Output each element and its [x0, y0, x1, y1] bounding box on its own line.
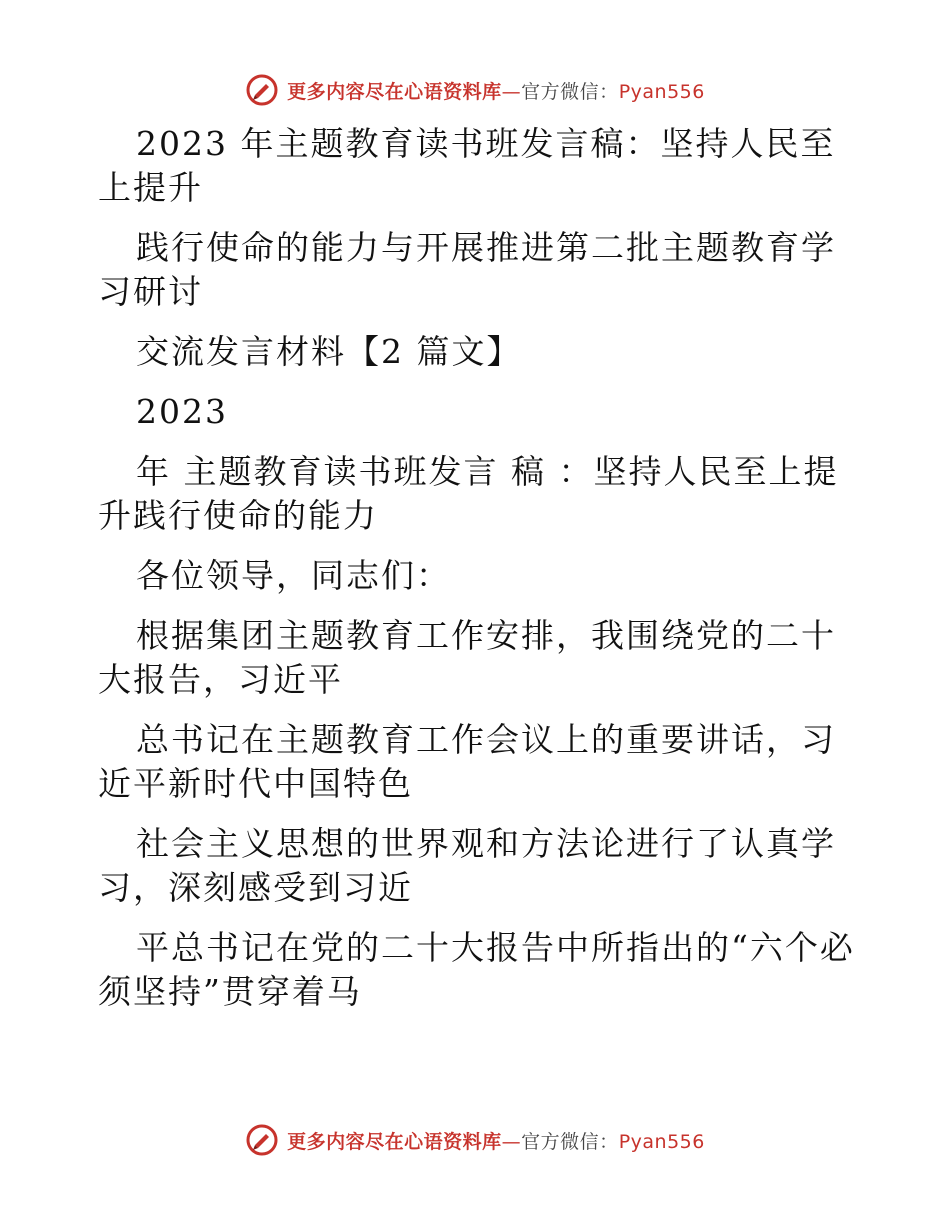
- watermark-official: 官方微信：: [521, 1130, 619, 1153]
- watermark-dash: —: [501, 80, 522, 103]
- paragraph: 践行使命的能力与开展推进第二批主题教育学习研讨: [98, 228, 836, 311]
- watermark-text: [287, 77, 705, 104]
- watermark-lead: 更多内容尽在心语资料库: [287, 1130, 502, 1153]
- header-watermark: [0, 70, 950, 110]
- paragraph: 交流发言材料【2 篇文】: [136, 332, 522, 371]
- paragraph: 根据集团主题教育工作安排，我围绕党的二十大报告，习近平: [98, 616, 836, 699]
- paragraph: 2023 年主题教育读书班发言稿：坚持人民至上提升: [98, 124, 836, 207]
- paragraph: 平总书记在党的二十大报告中所指出的“六个必须坚持”贯穿着马: [98, 928, 855, 1011]
- watermark-wechat: Pyan556: [618, 80, 705, 103]
- document-body: [98, 122, 858, 1030]
- watermark-official: 官方微信：: [521, 80, 619, 103]
- pen-logo-icon: [245, 1123, 279, 1157]
- paragraph: 年 主题教育读书班发言 稿 ：坚持人民至上提升践行使命的能力: [98, 452, 839, 535]
- watermark-text: [287, 1127, 705, 1154]
- watermark-dash: —: [501, 1130, 522, 1153]
- footer-watermark: [0, 1120, 950, 1160]
- paragraph: 总书记在主题教育工作会议上的重要讲话，习近平新时代中国特色: [98, 720, 836, 803]
- paragraph: 社会主义思想的世界观和方法论进行了认真学习，深刻感受到习近: [98, 824, 836, 907]
- watermark-lead: 更多内容尽在心语资料库: [287, 80, 502, 103]
- paragraph: 各位领导，同志们：: [136, 556, 451, 595]
- pen-logo-icon: [245, 73, 279, 107]
- paragraph: 2023: [136, 392, 228, 431]
- watermark-wechat: Pyan556: [618, 1130, 705, 1153]
